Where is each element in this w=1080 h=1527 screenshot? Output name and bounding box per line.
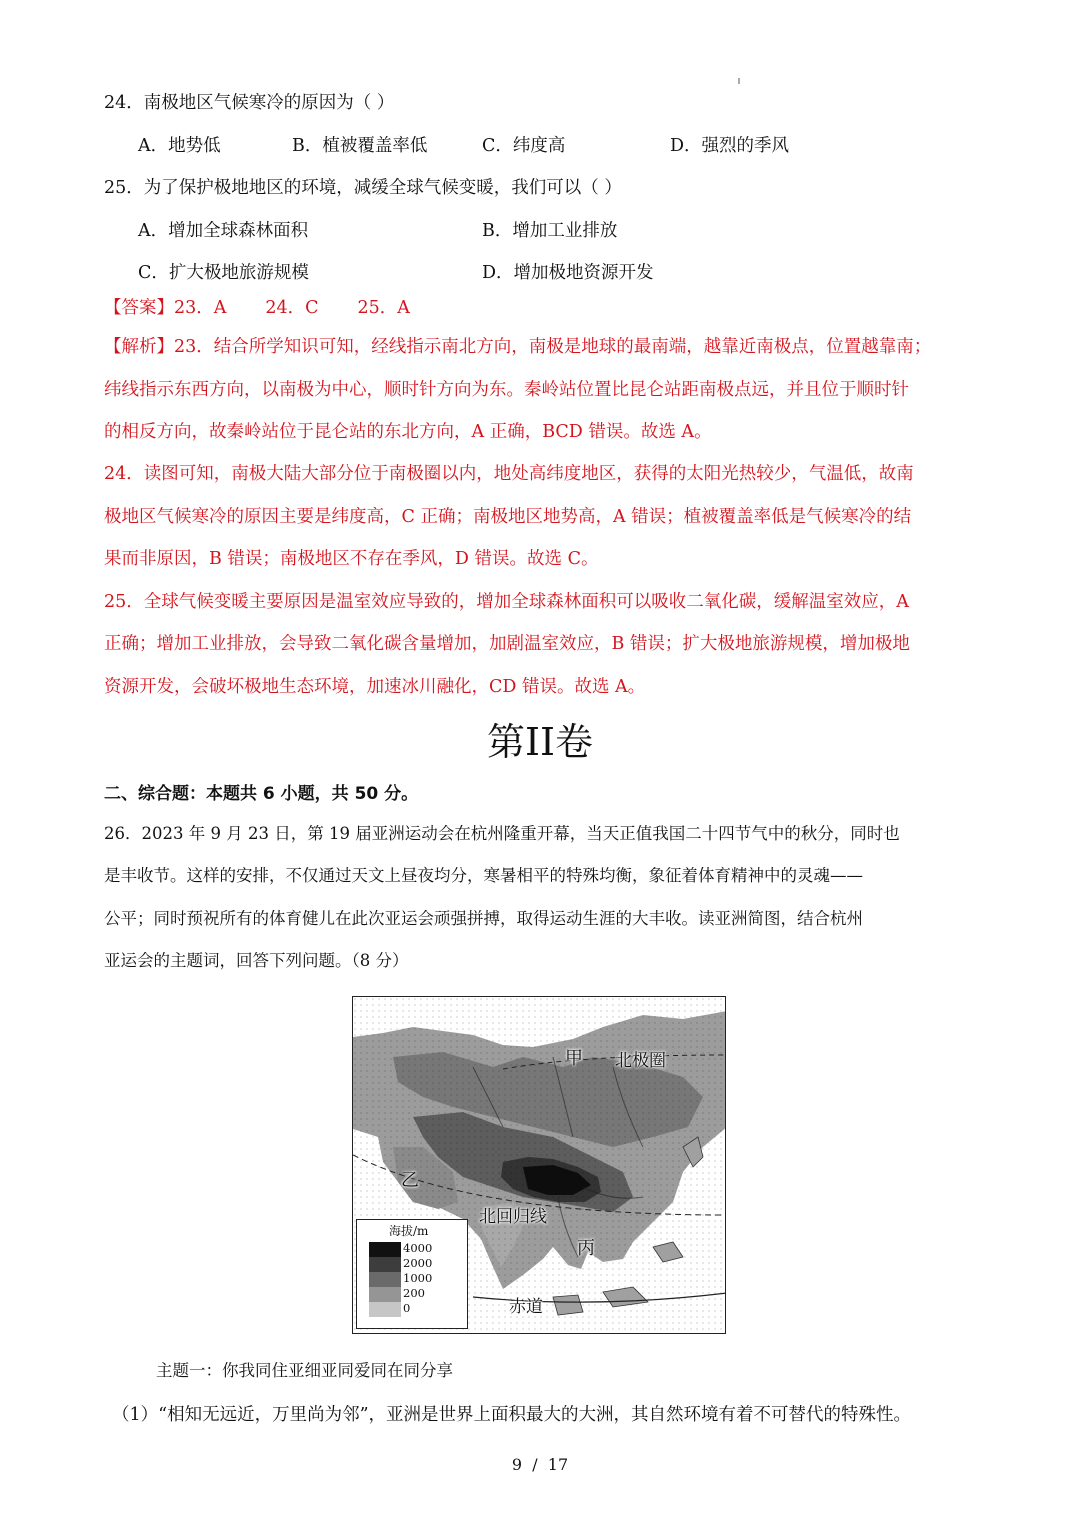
analysis-line-8: 正确；增加工业排放，会导致二氧化碳含量增加，加剧温室效应，B 错误；扩大极地旅游规模，增加极地: [104, 634, 910, 654]
analysis-line-2: 纬线指示东西方向，以南极为中心，顺时针方向为东。秦岭站位置比昆仑站距南极点远，并且位于顺时针: [104, 380, 909, 400]
q26-line-4: 亚运会的主题词，回答下列问题。（8 分）: [104, 951, 409, 970]
section-heading: 二、综合题：本题共 6 小题，共 50 分。: [104, 784, 419, 804]
q24-option-c: C．纬度高: [482, 136, 566, 156]
label-arctic-circle: 北极圈: [615, 1051, 666, 1071]
legend-value-1000: 1000: [403, 1271, 433, 1285]
elevation-legend: [356, 1219, 468, 1329]
analysis-line-9: 资源开发，会破坏极地生态环境，加速冰川融化，CD 错误。故选 A。: [104, 677, 646, 697]
legend-swatch-200: [369, 1287, 401, 1302]
analysis-tag: 【解析】: [104, 337, 174, 357]
q25-option-a: A．增加全球森林面积: [138, 221, 309, 241]
q24-option-b: B．植被覆盖率低: [292, 136, 428, 156]
legend-swatch-1000: [369, 1272, 401, 1287]
label-yi: 乙: [401, 1170, 419, 1191]
analysis-line-4: 24．读图可知，南极大陆大部分位于南极圈以内，地处高纬度地区，获得的太阳光热较少，气温低，故南: [104, 464, 914, 484]
q24-stem: 24．南极地区气候寒冷的原因为（ ）: [104, 93, 395, 113]
analysis-text: 23．结合所学知识可知，经线指示南北方向，南极是地球的最南端，越靠近南极点，位置越靠南；: [174, 337, 932, 357]
asia-map: [352, 996, 726, 1334]
legend-value-200: 200: [403, 1286, 425, 1300]
legend-swatch-2000: [369, 1257, 401, 1272]
q26-line-2: 是丰收节。这样的安排，不仅通过天文上昼夜均分，寒暑相平的特殊均衡，象征着体育精神中的灵魂——: [104, 866, 863, 885]
legend-value-2000: 2000: [403, 1256, 433, 1270]
answer-text: 23．A 24．C 25．A: [174, 298, 410, 318]
sub-question-1: （1）“相知无远近，万里尚为邻”，亚洲是世界上面积最大的大洲，其自然环境有着不可替代的特殊性。: [112, 1405, 912, 1425]
answer-line: [104, 296, 410, 320]
q25-stem: 25．为了保护极地地区的环境，减缓全球气候变暖，我们可以（ ）: [104, 178, 622, 198]
theme-one: 主题一：你我同住亚细亚同爱同在同分享: [156, 1361, 453, 1380]
q26-line-1: 26．2023 年 9 月 23 日，第 19 届亚洲运动会在杭州隆重开幕，当天正值我国二十四节气中的秋分，同时也: [104, 824, 900, 843]
analysis-line-3: 的相反方向，故秦岭站位于昆仑站的东北方向，A 正确，BCD 错误。故选 A。: [104, 422, 712, 442]
q25-option-d: D．增加极地资源开发: [482, 263, 654, 283]
q24-option-a: A．地势低: [138, 136, 221, 156]
legend-swatch-4000: [369, 1242, 401, 1257]
legend-title: 海拔/m: [389, 1224, 429, 1238]
label-jia: 甲: [565, 1048, 583, 1069]
answer-tag: 【答案】: [104, 298, 174, 318]
q24-option-d: D．强烈的季风: [670, 136, 790, 156]
legend-value-4000: 4000: [403, 1241, 433, 1255]
analysis-line-6: 果而非原因，B 错误；南极地区不存在季风，D 错误。故选 C。: [104, 549, 599, 569]
analysis-line-5: 极地区气候寒冷的原因主要是纬度高，C 正确；南极地区地势高，A 错误；植被覆盖率低是气候寒冷的结: [104, 507, 912, 527]
q25-option-b: B．增加工业排放: [482, 221, 618, 241]
q25-option-c: C．扩大极地旅游规模: [138, 263, 309, 283]
legend-swatch-0: [369, 1302, 401, 1317]
corner-mark: [738, 78, 740, 84]
label-tropic: 北回归线: [479, 1207, 547, 1227]
legend-value-0: 0: [403, 1301, 411, 1315]
analysis-line-7: 25．全球气候变暖主要原因是温室效应导致的，增加全球森林面积可以吸收二氧化碳，缓解温室效应，A: [104, 592, 909, 612]
label-equator: 赤道: [509, 1297, 543, 1317]
section-title: 第II卷: [486, 720, 594, 764]
q26-line-3: 公平；同时预祝所有的体育健儿在此次亚运会顽强拼搏，取得运动生涯的大丰收。读亚洲简图，结合杭州: [104, 909, 863, 928]
page-number: 9 / 17: [511, 1455, 569, 1474]
analysis-line-1: [104, 335, 931, 359]
label-bing: 丙: [577, 1238, 595, 1259]
